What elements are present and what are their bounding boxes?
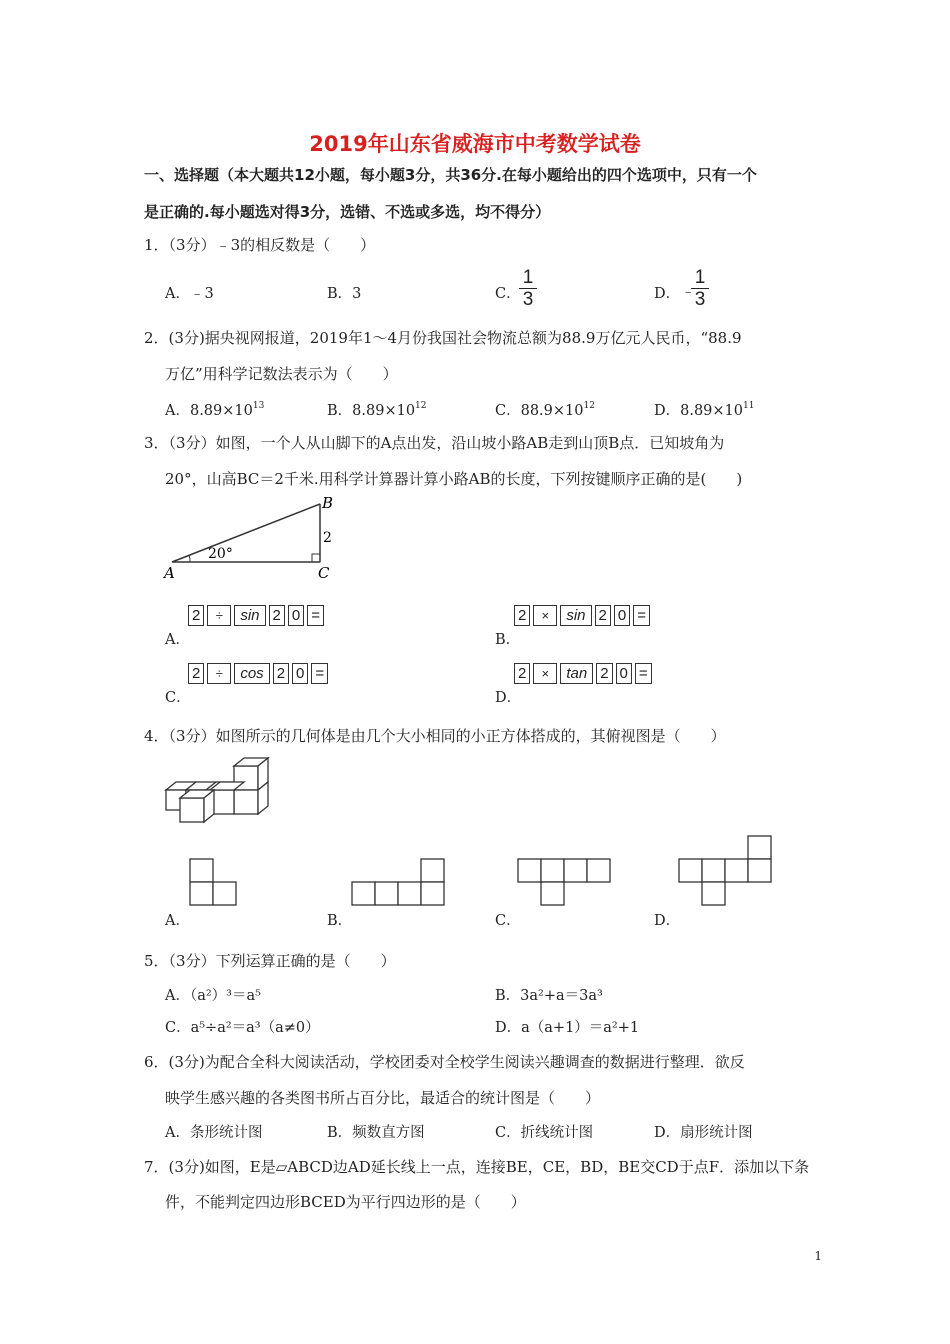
key: × [533,605,557,626]
q2-line1: 2．(3分)据央视网报道，2019年1～4月份我国社会物流总额为88.9万亿元人民币，“88.9 [144,329,742,347]
q4-option-a-figure [189,858,239,908]
q3-keys-b [514,605,650,626]
q3-keys-a [188,605,324,626]
q4-option-b: B． [327,913,353,929]
key: tan [560,663,593,684]
q6-line2: 映学生感兴趣的各类图书所占百分比，最适合的统计图是（ ） [165,1089,601,1107]
key: = [635,663,652,684]
q1-c-fraction [519,268,537,309]
q4-option-a: A． [165,913,190,929]
key: 0 [292,663,308,684]
page-title: 2019年山东省威海市中考数学试卷 [309,132,641,156]
q7-line2: 件，不能判定四边形BCED为平行四边形的是（ ） [165,1193,526,1211]
key: 2 [595,605,611,626]
key: 0 [288,605,304,626]
q4-cube-solid-figure [160,752,280,826]
key: 2 [273,663,289,684]
q3-line2: 20°，山高BC＝2千米.用科学计算器计算小路AB的长度，下列按键顺序正确的是( ) [165,470,743,488]
q3-label-b: B [322,494,334,512]
q3-side-label: 2 [323,530,332,546]
q2-option-b: B．$8.89\times 10^{12}$ [327,401,427,419]
q6-option-d: D．扇形统计图 [654,1125,753,1141]
q7-line1: 7．(3分)如图，E是▱ABCD边AD延长线上一点，连接BE，CE，BD，BE交CD于点F．添加以下条 [144,1158,810,1176]
q3-option-b: B． [495,632,521,648]
key: = [311,663,328,684]
q3-option-d: D． [495,690,522,706]
q3-line1: 3．（3分）如图，一个人从山脚下的A点出发，沿山坡小路AB走到山顶B点．已知坡角为 [144,434,725,452]
q3-keys-c [188,663,328,684]
key: 2 [269,605,285,626]
q1-option-a: A．﹣3 [165,286,214,302]
q3-angle-label: 20° [208,546,233,562]
key: = [633,605,650,626]
q2-line2: 万亿”用科学记数法表示为（ ） [165,365,398,383]
key: 2 [514,663,530,684]
q5-option-d: D．a（a+1）＝a²+1 [495,1020,640,1036]
q3-keys-d [514,663,652,684]
key: sin [234,605,265,626]
page-number: 1 [814,1249,822,1263]
section-heading-line1: 一、选择题（本大题共12小题，每小题3分，共36分.在每小题给出的四个选项中，只有一个 [144,166,757,184]
q1-c-numerator: 1 [522,267,534,288]
key: 2 [596,663,612,684]
key: 2 [188,663,204,684]
q1-stem: 1．（3分）﹣3的相反数是（ ） [144,236,376,254]
q3-label-a: A [164,564,175,582]
q3-option-c: C． [165,690,191,706]
q1-d-fraction [691,268,709,309]
q1-option-b: B．3 [327,286,362,302]
key: 0 [614,605,630,626]
key: ÷ [207,605,231,626]
key: 0 [616,663,632,684]
key: × [533,663,557,684]
q6-option-a: A．条形统计图 [165,1125,263,1141]
q6-option-c: C．折线统计图 [495,1125,594,1141]
q4-option-d-figure [678,835,774,909]
q4-option-c: C． [495,913,521,929]
section-heading-line2: 是正确的.每小题选对得3分，选错、不选或多选，均不得分） [144,203,551,221]
q1-c-denominator: 3 [522,289,534,310]
q3-triangle-figure [160,490,350,585]
q5-option-c: C．a⁵÷a²＝a³（a≠0） [165,1020,320,1036]
q1-option-c: C． [495,286,521,302]
key: 2 [188,605,204,626]
q6-option-b: B．频数直方图 [327,1125,425,1141]
key: sin [560,605,591,626]
q4-option-c-figure [517,858,613,908]
key: cos [234,663,269,684]
q5-option-a: A．（a²）³＝a⁵ [165,988,261,1004]
q2-option-a: A．$8.89\times 10^{13}$ [165,401,265,419]
q2-option-d: D．$8.89\times 10^{11}$ [654,401,755,419]
key: 2 [514,605,530,626]
q6-line1: 6．(3分)为配合全科大阅读活动，学校团委对全校学生阅读兴趣调查的数据进行整理．欲反 [144,1053,745,1071]
q1-d-denominator: 3 [694,289,706,310]
q3-option-a: A． [165,632,190,648]
q2-option-c: C．$88.9\times 10^{12}$ [495,401,595,419]
q5-option-b: B．3a²+a＝3a³ [495,988,603,1004]
q4-option-b-figure [351,858,447,908]
q4-option-d: D． [654,913,681,929]
q1-d-sign: ﹣ [681,284,696,300]
q4-stem: 4．（3分）如图所示的几何体是由几个大小相同的小正方体搭成的，其俯视图是（ ） [144,727,726,745]
q1-option-d: D． [654,286,681,302]
q3-label-c: C [318,564,330,582]
q1-d-numerator: 1 [694,267,706,288]
key: ÷ [207,663,231,684]
q5-stem: 5．（3分）下列运算正确的是（ ） [144,952,396,970]
key: = [307,605,324,626]
